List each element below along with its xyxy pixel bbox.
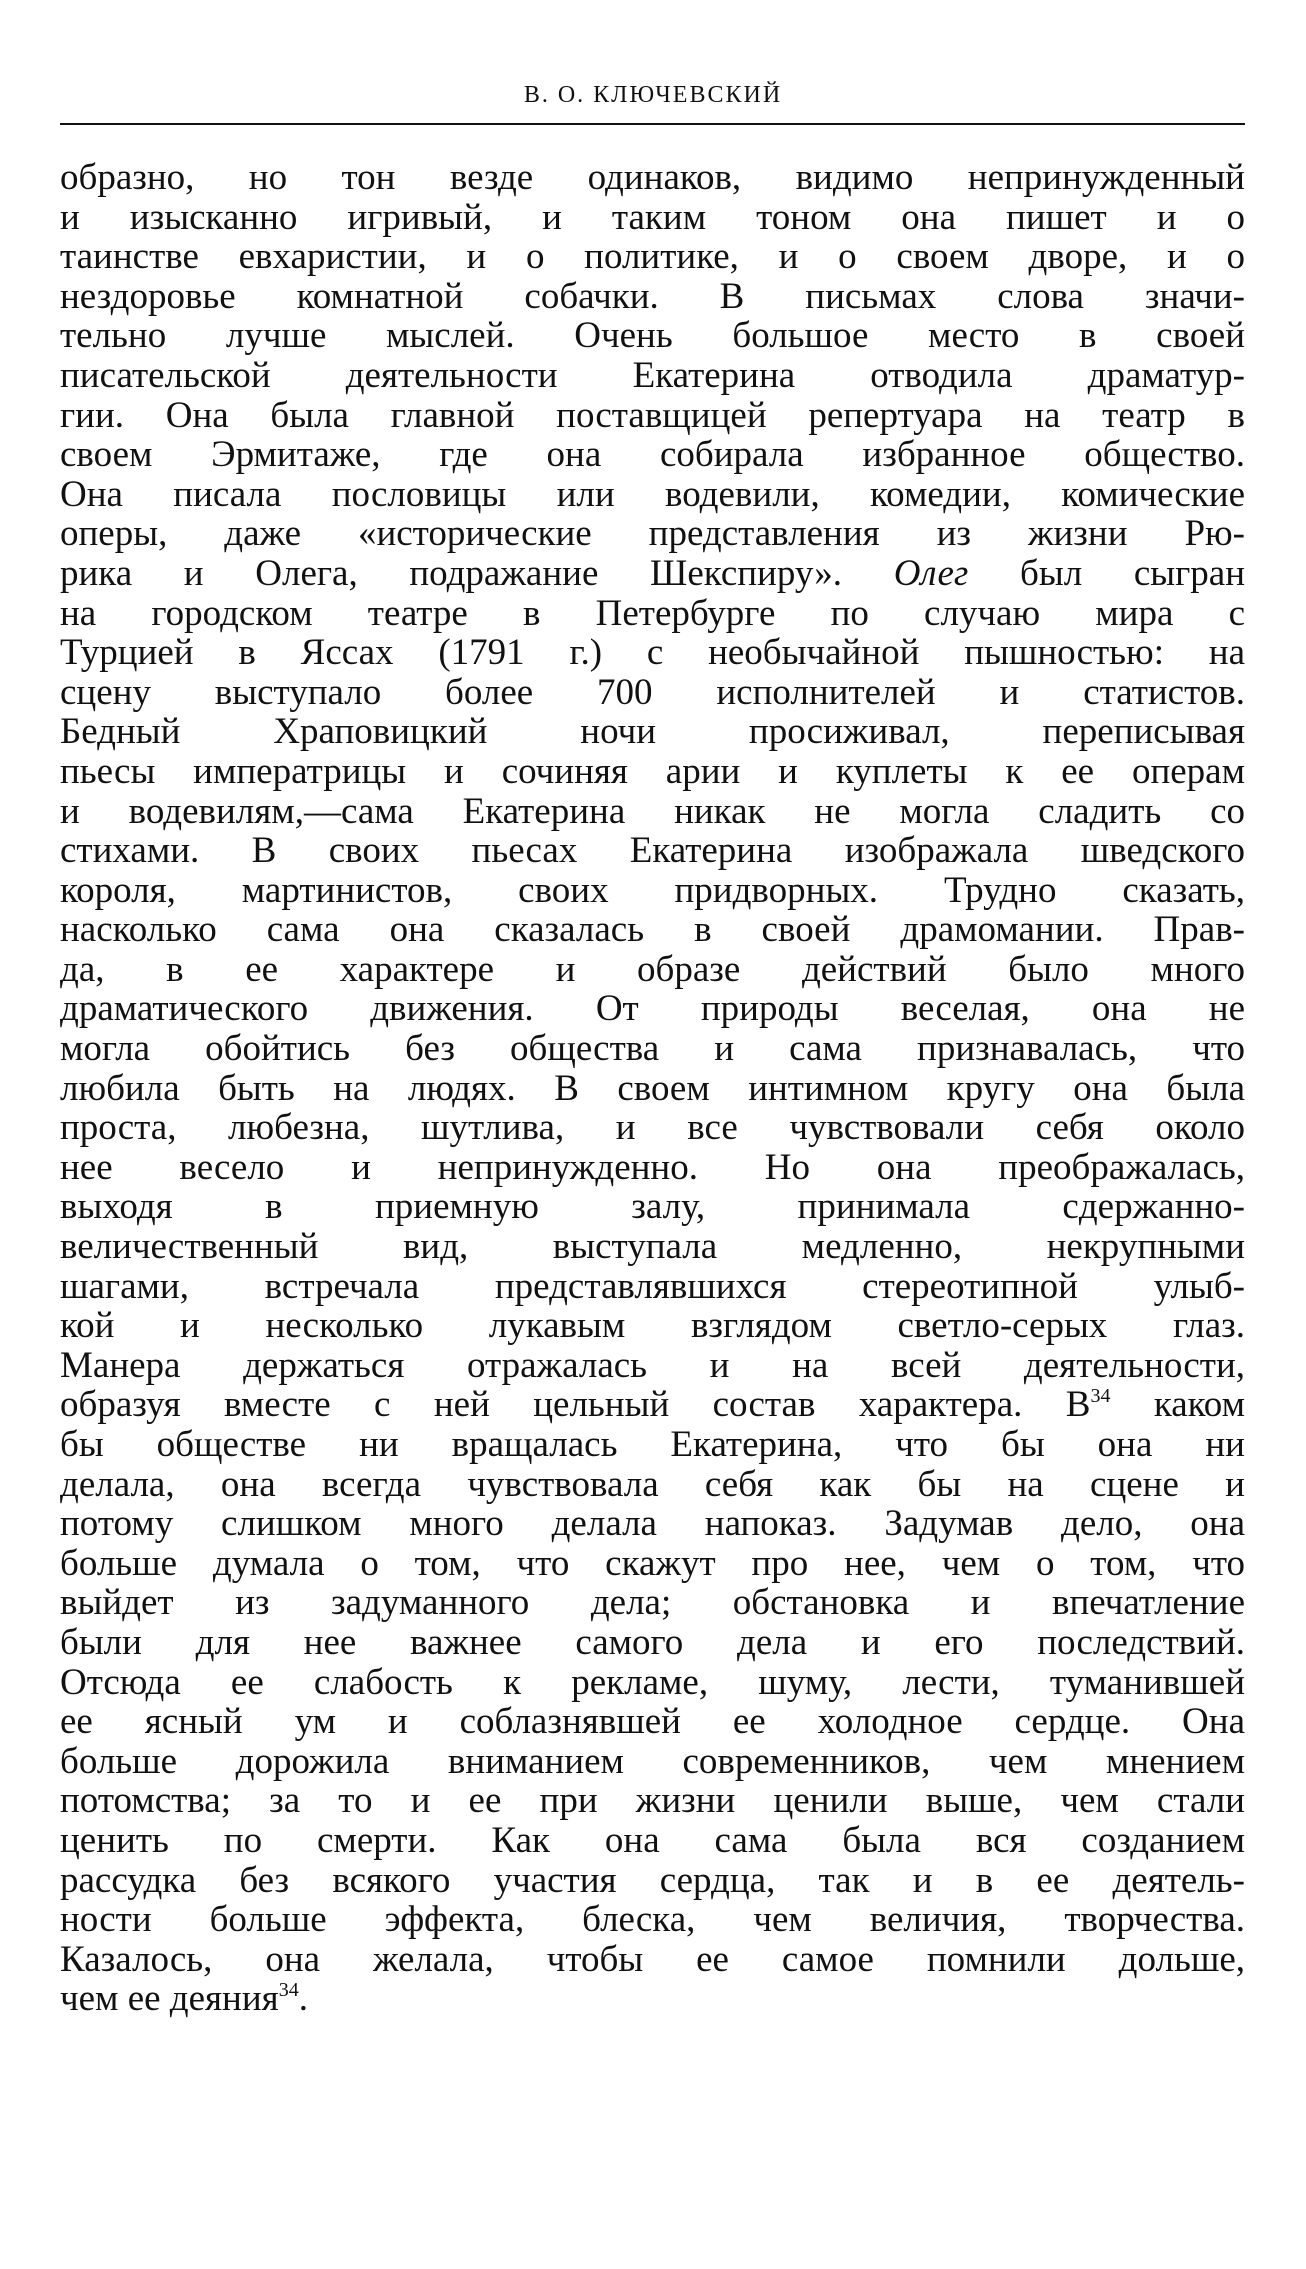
text-line: кой и несколько лукавым взглядом светло-серых глаз. (60, 1305, 1245, 1347)
text-line: больше дорожила вниманием современников, чем мнением (60, 1740, 1245, 1782)
text-line: проста, любезна, шутлива, и все чувствовали себя около (60, 1107, 1245, 1149)
text-segment: чем ее деяния (60, 1978, 279, 2020)
text-line: Бедный Храповицкий ночи просиживал, переписывая (60, 711, 1245, 753)
text-line: насколько сама она сказалась в своей драмомании. Прав- (60, 909, 1245, 951)
text-line: нее весело и непринужденно. Но она преображалась, (60, 1146, 1245, 1188)
running-head: В. О. КЛЮЧЕВСКИЙ (523, 82, 783, 108)
text-line: Манера держаться отражалась и на всей деятельности, (60, 1344, 1245, 1386)
text-line: пьесы императрицы и сочиняя арии и куплеты к ее операм (60, 750, 1245, 792)
text-line: писательской деятельности Екатерина отводила драматур- (60, 354, 1245, 396)
text-line: Отсюда ее слабость к рекламе, шуму, лести, туманившей (60, 1661, 1245, 1703)
text-line: таинстве евхаристии, и о политике, и о своем дворе, и о (60, 236, 1245, 278)
text-line: величественный вид, выступала медленно, некрупными (60, 1226, 1245, 1268)
text-line: нездоровье комнатной собачки. В письмах слова значи- (60, 275, 1245, 317)
text-line: на городском театре в Петербурге по случаю мира с (60, 592, 1245, 634)
text-line: были для нее важнее самого дела и его последствий. (60, 1621, 1245, 1663)
text-line-with-note (60, 1385, 1245, 1425)
text-line: драматического движения. От природы веселая, она не (60, 988, 1245, 1030)
text-line: выходя в приемную залу, принимала сдержанно- (60, 1186, 1245, 1228)
header-rule (60, 123, 1245, 125)
text-line: Казалось, она желала, чтобы ее самое помнили дольше, (60, 1938, 1245, 1980)
text-line: потомства; за то и ее при жизни ценили выше, чем стали (60, 1780, 1245, 1822)
text-line: больше думала о том, что скажут про нее, чем о том, что (60, 1542, 1245, 1584)
text-line: гии. Она была главной поставщицей репертуара на театр в (60, 394, 1245, 436)
text-line: шагами, встречала представлявшихся стереотипной улыб- (60, 1265, 1245, 1307)
text-line: потому слишком много делала напоказ. Задумав дело, она (60, 1503, 1245, 1545)
text-line: и изысканно игривый, и таким тоном она пишет и о (60, 196, 1245, 238)
text-segment: был сыгран (1020, 552, 1246, 594)
footnote-ref: 34 (1090, 1385, 1111, 1408)
text-line: бы обществе ни вращалась Екатерина, что бы она ни (60, 1424, 1245, 1465)
text-line-with-note (60, 1979, 1245, 2019)
text-segment: каком (1153, 1384, 1245, 1426)
text-line: оперы, даже «исторические представления из жизни Рю- (60, 513, 1245, 555)
text-line: любила быть на людях. В своем интимном кругу она была (60, 1067, 1245, 1109)
italic-title: Олег (893, 552, 969, 594)
body-text (60, 158, 1245, 2019)
text-line: ности больше эффекта, блеска, чем величия, творчества. (60, 1899, 1245, 1941)
text-line: ее ясный ум и соблазнявшей ее холодное сердце. Она (60, 1701, 1245, 1743)
text-line: да, в ее характере и образе действий было много (60, 948, 1245, 990)
footnote-ref: 34 (278, 1979, 299, 2002)
text-line: тельно лучше мыслей. Очень большое место в своей (60, 315, 1245, 357)
text-line-with-italic (60, 554, 1245, 594)
text-line: короля, мартинистов, своих придворных. Трудно сказать, (60, 869, 1245, 911)
text-line: своем Эрмитаже, где она собирала избранное общество. (60, 434, 1245, 476)
text-line: рассудка без всякого участия сердца, так и в ее деятель- (60, 1859, 1245, 1901)
text-line: ценить по смерти. Как она сама была вся созданием (60, 1819, 1245, 1861)
text-line: могла обойтись без общества и сама признавалась, что (60, 1028, 1245, 1070)
text-segment: рика и Олега, подражание Шекспиру». (60, 552, 843, 594)
text-line: стихами. В своих пьесах Екатерина изображала шведского (60, 830, 1245, 872)
text-line: Она писала пословицы или водевили, комедии, комические (60, 473, 1245, 515)
text-line: сцену выступало более 700 исполнителей и статистов. (60, 671, 1245, 713)
text-line: делала, она всегда чувствовала себя как бы на сцене и (60, 1463, 1245, 1505)
text-line: и водевилям,—сама Екатерина никак не могла сладить со (60, 790, 1245, 832)
text-line: Турцией в Яссах (1791 г.) с необычайной пышностью: на (60, 632, 1245, 674)
text-line: образно, но тон везде одинаков, видимо непринужденный (60, 157, 1245, 198)
text-segment: образуя вместе с ней цельный состав характера. В (60, 1384, 1091, 1426)
text-line: выйдет из задуманного дела; обстановка и впечатление (60, 1582, 1245, 1624)
text-segment: . (298, 1978, 308, 2020)
